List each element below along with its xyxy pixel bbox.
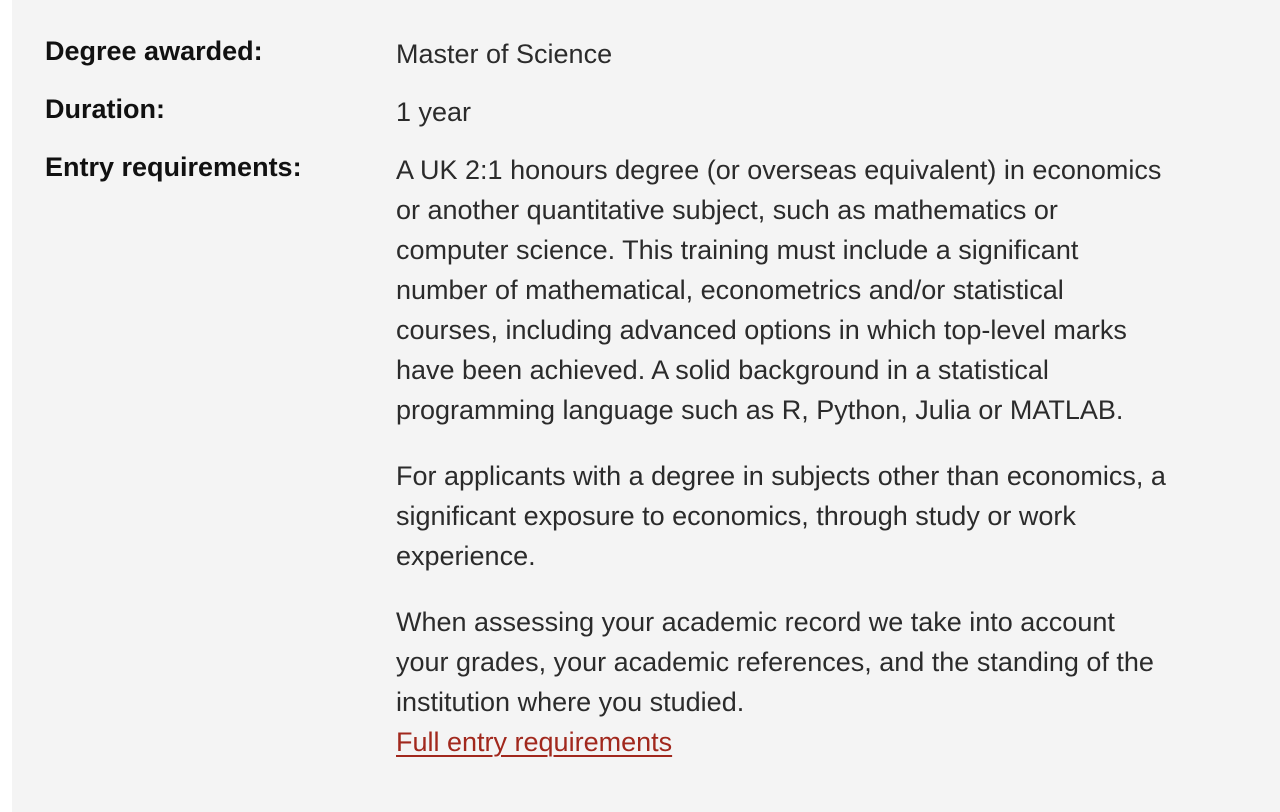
entry-requirements-text	[396, 150, 1166, 762]
duration-value: 1 year	[396, 97, 472, 127]
entry-requirements-paragraph-2: For applicants with a degree in subjects other than economics, a significant exposure to economics, through study or work experience.	[396, 461, 1166, 571]
degree-awarded-value: Master of Science	[396, 39, 613, 69]
entry-requirements-paragraph-1: A UK 2:1 honours degree (or overseas equivalent) in economics or another quantitative subject, such as mathematics or computer science. This training must include a significant number of mathematical, econometrics and/or statistical courses, including advanced options in which top-level marks have been achieved. A solid background in a statistical programming language such as R, Python, Julia or MATLAB.	[396, 155, 1162, 425]
programme-details-panel	[12, 0, 1280, 812]
duration-label: Duration:	[45, 94, 165, 124]
degree-awarded-label: Degree awarded:	[45, 36, 263, 66]
full-entry-requirements-link[interactable]: Full entry requirements	[396, 727, 673, 757]
entry-requirements-paragraph-3: When assessing your academic record we take into account your grades, your academic references, and the standing of the institution where you studied.	[396, 607, 1154, 717]
entry-requirements-label: Entry requirements:	[45, 152, 302, 182]
